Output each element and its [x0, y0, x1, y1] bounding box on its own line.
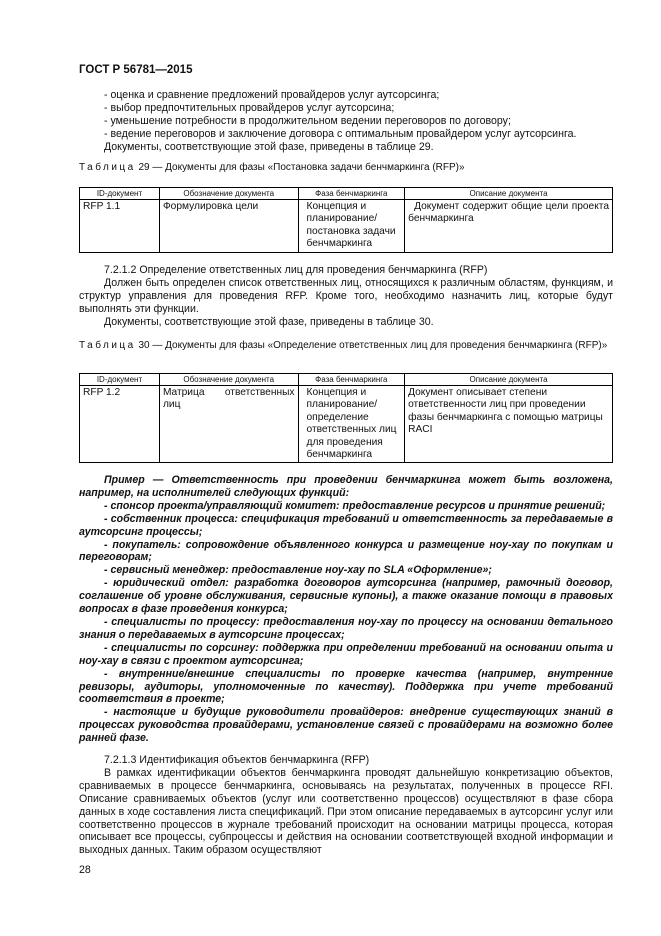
example-item: - юридический отдел: разработка договоров аутсорсинга (например, рамочный договор, соглашение об уровне обслуживания, сервисные купоны), а также оказание помощи в правовых вопросах в фазе проведения конкурса; [79, 577, 613, 616]
cell-name: Формулировка цели [159, 200, 298, 253]
example-item: - специалисты по сорсингу: поддержка при определении требований на основании опыта и ноу-хау в связи с проектом аутсорсинга; [79, 641, 613, 667]
paragraph: Должен быть определен список ответственных лиц, относящихся к различным областям, функциям, и структур управления для проведения RFP. Кроме того, необходимо назначить лиц, которые будут выполнять эти функции. [79, 276, 613, 315]
example-item: - спонсор проекта/управляющий комитет: предоставление ресурсов и принятие решений; [104, 499, 606, 512]
cell-phase: Концепция и планирование/ определение ответственных лиц для проведения бенчмаркинга [298, 386, 405, 463]
table30-caption [79, 340, 613, 353]
column-header: Фаза бенчмаркинга [298, 374, 405, 386]
caption-text: 29 — Документы для фазы «Постановка задачи бенчмаркинга (RFP)» [135, 162, 465, 173]
section-7-2-1-2 [79, 264, 613, 329]
column-header: ID-документ [80, 374, 160, 386]
example-item: - настоящие и будущие руководители провайдеров: внедрение существующих знаний в процессах руководства провайдерами, установление связей с провайдерами на возможно более ранней фазе. [79, 706, 613, 745]
table-row [80, 200, 613, 253]
example-item: - сервисный менеджер: предоставление ноу-хау по SLA «Оформление»; [104, 564, 492, 577]
column-header: Обозначение документа [159, 374, 298, 386]
section-heading: 7.2.1.3 Идентификация объектов бенчмаркинга (RFP) [104, 754, 370, 766]
document-header: ГОСТ Р 56781—2015 [79, 64, 193, 76]
column-header: ID-документ [80, 188, 160, 200]
paragraph: В рамках идентификации объектов бенчмаркинга проводят дальнейшую конкретизацию объектов, сравниваемых в процессе бенчмаркинга, основываясь на результатах, полученных в процессе RFI. Описание сравниваемых объектов (услуг или соответственно процессов) осуществляют в фазе сбора данных в ходе составления листа спецификаций. При этом описание передаваемых в аутсорсинг услуг или соответственно процессов в журнале требований происходит на основании матрицы процесса, которая описывает все процессы, субпроцессы и действия на основании соответствующей входной информации и выходных данных. Таким образом осуществляют [79, 766, 613, 857]
example-item: - собственник процесса: спецификация требований и ответственность за передаваемые в аутсорсинг процессы; [79, 512, 613, 538]
intro-bullet: - выбор предпочтительных провайдеров услуг аутсорсина; [104, 101, 395, 114]
cell-description: Документ содержит общие цели проекта бенчмаркинга [405, 200, 613, 253]
column-header: Описание документа [405, 188, 613, 200]
caption-text: 30 — Документы для фазы «Определение ответственных лиц для проведения бенчмаркинга (RFP)» [135, 340, 608, 351]
cell-phase: Концепция и планирование/ постановка задачи бенчмаркинга [298, 200, 405, 253]
intro-closing: Документы, соответствующие этой фазе, приведены в таблице 29. [104, 140, 434, 153]
column-header: Описание документа [405, 374, 613, 386]
caption-word: Таблица [79, 162, 136, 173]
intro-list [79, 89, 613, 154]
cell-id: RFP 1.2 [80, 386, 160, 463]
intro-bullet: - ведение переговоров и заключение договора с оптимальным провайдером услуг аутсорсинга. [104, 127, 577, 140]
example-item: - специалисты по процессу: предоставления ноу-хау по процессу на основании детального знания о передаваемых в аутсорсинг процессах; [79, 615, 613, 641]
paragraph: Документы, соответствующие этой фазе, приведены в таблице 30. [104, 315, 434, 328]
cell-name: Матрица ответственных лиц [159, 386, 298, 463]
page-number: 28 [79, 864, 91, 876]
section-7-2-1-3 [79, 754, 613, 857]
column-header: Фаза бенчмаркинга [298, 188, 405, 200]
cell-id: RFP 1.1 [80, 200, 160, 253]
table-row [80, 386, 613, 463]
intro-bullet: - уменьшение потребности в продолжительном ведении переговоров по договору; [104, 114, 511, 127]
example-item: - внутренние/внешние специалисты по проверке качества (например, внутренние ревизоры, аудиторы, уполномоченные по качеству). Поддержка при учете требований соответствия в проекте; [79, 667, 613, 706]
example-item: - покупатель: сопровождение объявленного конкурса и размещение ноу-хау по покупкам и переговорам; [79, 538, 613, 564]
intro-bullet: - оценка и сравнение предложений провайдеров услуг аутсорсинга; [104, 89, 440, 101]
table29-caption [79, 162, 613, 175]
example-intro: Пример — Ответственность при проведении бенчмаркинга может быть возложена, например, на исполнителей следующих функций: [79, 474, 613, 499]
cell-description: Документ описывает степени ответственности лиц при проведении фазы бенчмаркинга с помощью матрицы RACI [405, 386, 613, 463]
table29 [79, 187, 613, 253]
section-heading: 7.2.1.2 Определение ответственных лиц для проведения бенчмаркинга (RFP) [104, 264, 488, 276]
example-block [79, 474, 613, 745]
caption-word: Таблица [79, 340, 136, 351]
column-header: Обозначение документа [159, 188, 298, 200]
table30 [79, 373, 613, 463]
